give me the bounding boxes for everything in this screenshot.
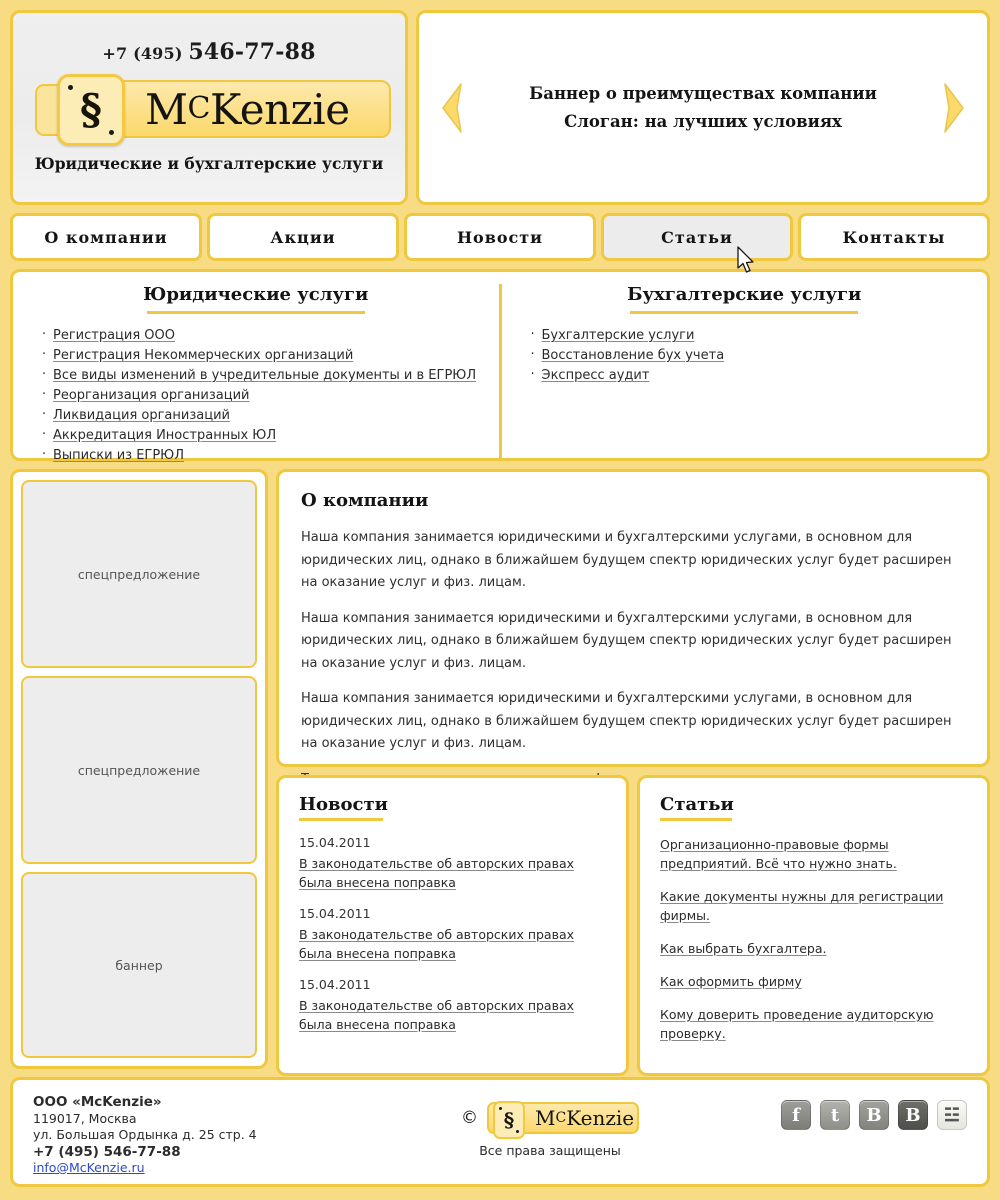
content-column bbox=[276, 469, 990, 1069]
accounting-link-services[interactable]: Бухгалтерские услуги bbox=[541, 328, 695, 343]
legal-link-egrul-extract[interactable]: Выписки из ЕГРЮЛ bbox=[53, 448, 184, 463]
footer-address-block bbox=[33, 1094, 363, 1177]
legal-services-list bbox=[31, 326, 481, 466]
list-item bbox=[53, 326, 481, 346]
legal-link-changes-egrul[interactable]: Все виды изменений в учредительные документы и в ЕГРЮЛ bbox=[53, 368, 477, 383]
footer-company-name: ООО «McKenzie» bbox=[33, 1094, 162, 1110]
footer-email-link[interactable]: info@McKenzie.ru bbox=[33, 1160, 145, 1175]
footer-logo-suffix: Kenzie bbox=[566, 1106, 635, 1130]
news-item bbox=[299, 906, 606, 963]
banner-next-arrow-icon[interactable] bbox=[939, 80, 969, 136]
copyright-icon: © bbox=[461, 1108, 478, 1128]
header-phone bbox=[13, 13, 405, 65]
news-panel bbox=[276, 775, 629, 1076]
banner-line-1: Баннер о преимуществах компании bbox=[529, 84, 877, 103]
footer-logo[interactable] bbox=[487, 1102, 639, 1134]
phone-area-code: +7 (495) bbox=[102, 44, 189, 63]
list-item bbox=[542, 326, 970, 346]
articles-title-underline bbox=[660, 818, 732, 821]
sidebar-banner[interactable]: баннер bbox=[21, 872, 257, 1058]
sidebar-special-offer-1[interactable]: спецпредложение bbox=[21, 480, 257, 668]
news-date: 15.04.2011 bbox=[299, 906, 371, 921]
accounting-link-express-audit[interactable]: Экспресс аудит bbox=[541, 368, 650, 383]
news-headline-link[interactable]: В законодательстве об авторских правах была внесена поправка bbox=[299, 856, 575, 890]
list-item bbox=[542, 346, 970, 366]
footer-email-row bbox=[33, 1160, 363, 1177]
news-headline-link[interactable]: В законодательстве об авторских правах была внесена поправка bbox=[299, 927, 575, 961]
header bbox=[10, 10, 990, 205]
accounting-services-title: Бухгалтерские услуги bbox=[627, 284, 862, 305]
news-title: Новости bbox=[299, 794, 388, 815]
article-link-choose-accountant[interactable]: Как выбрать бухгалтера. bbox=[660, 941, 827, 956]
livejournal-icon[interactable]: ☳ bbox=[937, 1100, 967, 1130]
about-panel bbox=[276, 469, 990, 767]
news-item bbox=[299, 977, 606, 1034]
articles-title: Статьи bbox=[660, 794, 734, 815]
tagline: Юридические и бухгалтерские услуги bbox=[34, 154, 384, 173]
articles-panel bbox=[637, 775, 990, 1076]
news-date: 15.04.2011 bbox=[299, 977, 371, 992]
article-link-audit-trust[interactable]: Кому доверить проведение аудиторскую проверку. bbox=[660, 1007, 934, 1041]
nav-item-articles[interactable]: Статьи bbox=[601, 213, 793, 261]
banner-line-2: Слоган: на лучших условиях bbox=[564, 112, 842, 131]
legal-services-title: Юридические услуги bbox=[143, 284, 369, 305]
footer-street: ул. Большая Ордынка д. 25 стр. 4 bbox=[33, 1127, 257, 1142]
legal-link-liquidation[interactable]: Ликвидация организаций bbox=[53, 408, 230, 423]
footer bbox=[10, 1077, 990, 1187]
main-row bbox=[10, 469, 990, 1069]
brand-panel bbox=[10, 10, 408, 205]
list-item bbox=[53, 426, 481, 446]
footer-phone: +7 (495) 546-77-88 bbox=[33, 1143, 181, 1160]
services-panel bbox=[10, 269, 990, 461]
logo-paragraph-card bbox=[57, 74, 125, 146]
accounting-title-underline bbox=[630, 311, 858, 314]
about-paragraph-2: Наша компания занимается юридическими и бухгалтерскими услугами, в основном для юридических лиц, однако в ближайшем будущем спектр юридических услуг будет расширен на оказание услуг и физ. лицам. bbox=[301, 610, 952, 671]
sidebar-special-offer-2[interactable]: спецпредложение bbox=[21, 676, 257, 864]
list-item bbox=[660, 835, 967, 873]
about-title: О компании bbox=[301, 490, 429, 511]
main-navigation bbox=[10, 213, 990, 261]
vkontakte-icon[interactable]: B bbox=[898, 1100, 928, 1130]
legal-title-underline bbox=[147, 311, 365, 314]
logo-word-prefix: M bbox=[145, 85, 188, 134]
about-paragraph-3: Наша компания занимается юридическими и бухгалтерскими услугами, в основном для юридических лиц, однако в ближайшем будущем спектр юридических услуг будет расширен на оказание услуг и физ. лицам. bbox=[301, 691, 952, 751]
news-item bbox=[299, 835, 606, 892]
twitter-icon[interactable]: t bbox=[820, 1100, 850, 1130]
facebook-icon[interactable]: f bbox=[781, 1100, 811, 1130]
list-item bbox=[53, 386, 481, 406]
section-sign-icon: § bbox=[80, 85, 102, 134]
banner-text bbox=[467, 84, 939, 131]
list-item bbox=[53, 346, 481, 366]
footer-logo-dot-bottom-right-icon bbox=[516, 1130, 519, 1133]
social-links bbox=[737, 1094, 967, 1130]
legal-link-accreditation[interactable]: Аккредитация Иностранных ЮЛ bbox=[53, 428, 277, 443]
about-paragraph-1: Наша компания занимается юридическими и бухгалтерскими услугами, в основном для юридических лиц, однако в ближайшем будущем спектр юридических услуг будет расширен на оказание услуг и физ. лицам. bbox=[301, 530, 952, 590]
nav-item-about[interactable]: О компании bbox=[10, 213, 202, 261]
banner-prev-arrow-icon[interactable] bbox=[437, 80, 467, 136]
footer-zip-city: 119017, Москва bbox=[33, 1110, 137, 1126]
sidebar bbox=[10, 469, 268, 1069]
list-item bbox=[53, 406, 481, 426]
list-item bbox=[660, 939, 967, 958]
nav-item-news[interactable]: Новости bbox=[404, 213, 596, 261]
footer-logo-prefix: M bbox=[535, 1106, 556, 1130]
legal-link-reorganization[interactable]: Реорганизация организаций bbox=[53, 388, 250, 403]
footer-rights: Все права защищены bbox=[479, 1143, 621, 1158]
footer-logo-row bbox=[461, 1102, 639, 1134]
list-item bbox=[53, 446, 481, 466]
article-link-registration-docs[interactable]: Какие документы нужны для регистрации фирмы. bbox=[660, 889, 944, 923]
list-item bbox=[542, 366, 970, 386]
footer-logo-wordmark bbox=[535, 1106, 634, 1130]
logo-word-suffix: Kenzie bbox=[209, 85, 350, 134]
article-link-legal-forms[interactable]: Организационно-правовые формы предприятий. Всё что нужно знать. bbox=[660, 837, 897, 871]
logo[interactable] bbox=[35, 74, 391, 146]
bottom-row bbox=[276, 775, 990, 1076]
phone-number: 546-77-88 bbox=[188, 39, 316, 65]
nav-item-promotions[interactable]: Акции bbox=[207, 213, 399, 261]
legal-link-registration-ooo[interactable]: Регистрация ООО bbox=[53, 328, 176, 343]
list-item bbox=[660, 972, 967, 991]
list-item bbox=[53, 366, 481, 386]
footer-logo-card bbox=[493, 1101, 525, 1139]
promo-banner bbox=[416, 10, 990, 205]
footer-center bbox=[363, 1094, 737, 1158]
list-item bbox=[660, 1005, 967, 1043]
news-date: 15.04.2011 bbox=[299, 835, 371, 850]
legal-services-column bbox=[13, 284, 499, 463]
accounting-services-column bbox=[499, 284, 988, 458]
article-link-register-firm[interactable]: Как оформить фирму bbox=[660, 974, 802, 989]
accounting-link-restoration[interactable]: Восстановление бух учета bbox=[541, 348, 725, 363]
footer-logo-sup: C bbox=[555, 1110, 567, 1126]
nav-item-contacts[interactable]: Контакты bbox=[798, 213, 990, 261]
news-title-underline bbox=[299, 818, 383, 821]
footer-section-sign-icon: § bbox=[503, 1108, 515, 1132]
legal-link-registration-nko[interactable]: Регистрация Некоммерческих организаций bbox=[53, 348, 354, 363]
logo-wordmark bbox=[145, 82, 350, 143]
news-headline-link[interactable]: В законодательстве об авторских правах была внесена поправка bbox=[299, 998, 575, 1032]
list-item bbox=[660, 887, 967, 925]
blogger-icon[interactable]: B bbox=[859, 1100, 889, 1130]
accounting-services-list bbox=[520, 326, 970, 386]
logo-word-sup: C bbox=[187, 91, 210, 126]
